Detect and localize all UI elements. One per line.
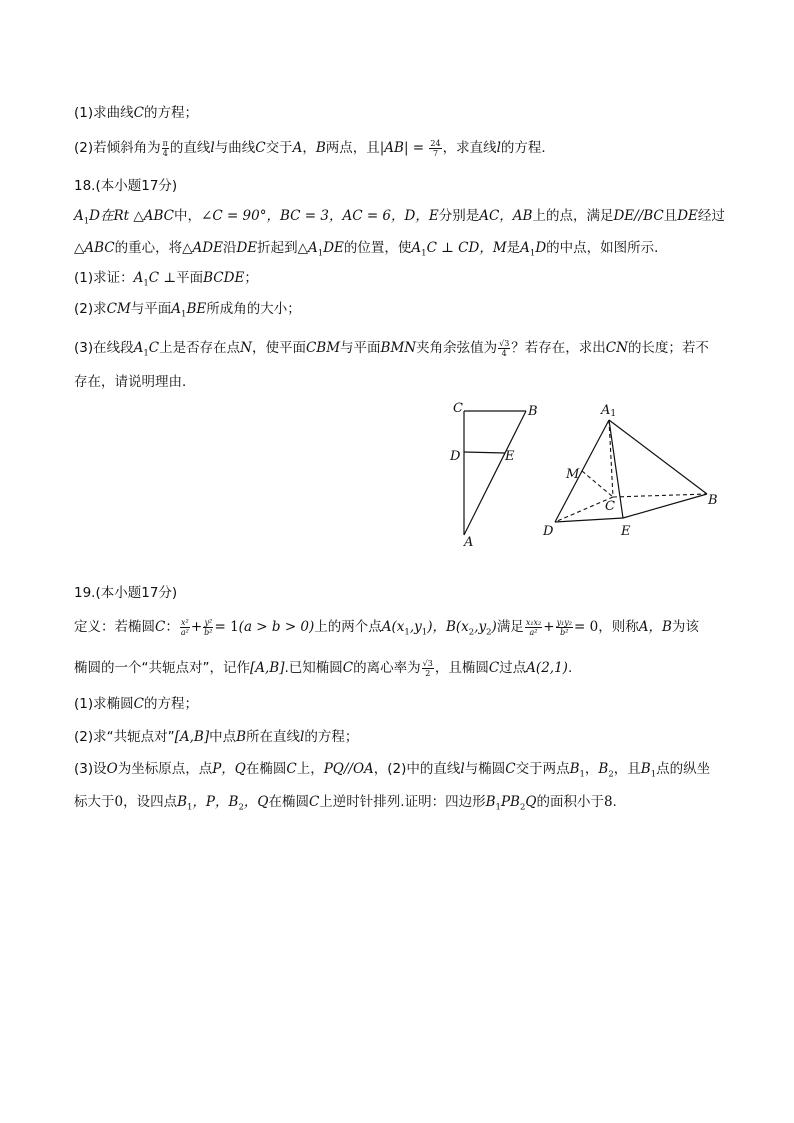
q17-part1: (1)求曲线C的方程； [74,105,198,121]
triangle-lines [464,411,526,535]
edge-de [555,518,623,522]
label-c: C [605,499,615,514]
fraction-24-over-7: $\frac{24}{7}$ [430,138,441,158]
q18-stem-line2: △ABC的重心，将△ADE沿DE折起到$\triangle A_1DE$的位置，使$A_1C$ ⊥ CD，M是$A_1D$的中点，如图所示． [74,240,668,259]
edge-a1b [609,420,707,494]
label-b: B [708,493,718,508]
q18-part2: (2)求CM与平面$A_1BE$所成角的大小； [74,301,301,320]
label-m: M [566,467,580,482]
segment-de [464,452,505,453]
fraction-sqrt3-over-4: $\frac{√3}{4}$ [499,338,510,358]
q19-definition-line2: 椭圆的一个“共轭点对”，记作[A,B].已知椭圆C的离心率为 $\frac{√3}{2}$ ，且椭圆C过点A(2,1). [74,658,573,678]
label-a1: A1 [601,403,617,419]
q18-part3-line1: (3)在线段$A_1C$上是否存在点N，使平面CBM与平面BMN夹角余弦值为 $\frac{√3}{4}$ ？若存在，求出CN的长度；若不 [74,338,709,359]
segment-ba [464,411,526,535]
label-e: E [505,449,515,464]
fraction-sqrt3-over-2: $\frac{√3}{2}$ [422,658,433,678]
edge-cb [613,494,707,497]
q19-part1: (1)求椭圆C的方程； [74,696,198,712]
label-b: B [528,404,538,419]
label-d: D [450,449,461,464]
q19-header: 19.(本小题17分) [74,585,178,601]
q18-part1: (1)求证：$A_1C$ ⊥平面BCDE； [74,270,258,289]
q18-header: 18.(本小题17分) [74,178,178,194]
q19-part3-line1: (3)设O为坐标原点，点P，Q在椭圆C上，PQ//OA，(2)中的直线l与椭圆C交于两点$B_1$，$B_2$，且$B_1$点的纵坐 [74,761,711,780]
q18-part3-line2: 存在，请说明理由． [74,374,196,390]
q19-definition-line1: 定义：若椭圆C： $\frac{\text{x²}}{\text{a²}}$ + $\frac{\text{y²}}{\text{b²}}$ = 1(a > b > 0)上的两个点$A(x_1,y_1)$，$B(x_2,y_2)$满足 $\frac{\text{x₁x₂}}{\text{a²}}$ + $\frac{\text{y₁y₂}}{\text{b²}}$ = 0，则称A，B为该 [74,617,699,638]
q18-stem-line1: $A_1D$在Rt △ABC中，∠C = 90°，BC = 3，AC = 6，D，E分别是AC，AB上的点，满足DE//BC且DE经过 [74,208,725,227]
label-a: A [464,535,474,550]
label-c: C [453,401,463,416]
q19-part3-line2: 标大于0，设四点$B_1$，P，$B_2$，Q在椭圆C上逆时针排列.证明：四边形$B_1PB_2Q$的面积小于8. [74,794,617,813]
segment-mc [582,471,613,497]
q17-part2: (2)若倾斜角为 $\frac{\pi}{4}$ 的直线l与曲线C交于A，B两点，且|AB| = $\frac{24}{7}$ ，求直线l的方程． [74,138,555,158]
label-d: D [543,524,554,539]
q19-part2: (2)求“共轭点对”[A,B]中点B所在直线l的方程； [74,729,359,745]
edge-eb [623,494,707,518]
label-e: E [621,524,631,539]
fraction-pi-over-4: $\frac{\pi}{4}$ [162,138,168,158]
pyramid-figure [535,398,730,543]
